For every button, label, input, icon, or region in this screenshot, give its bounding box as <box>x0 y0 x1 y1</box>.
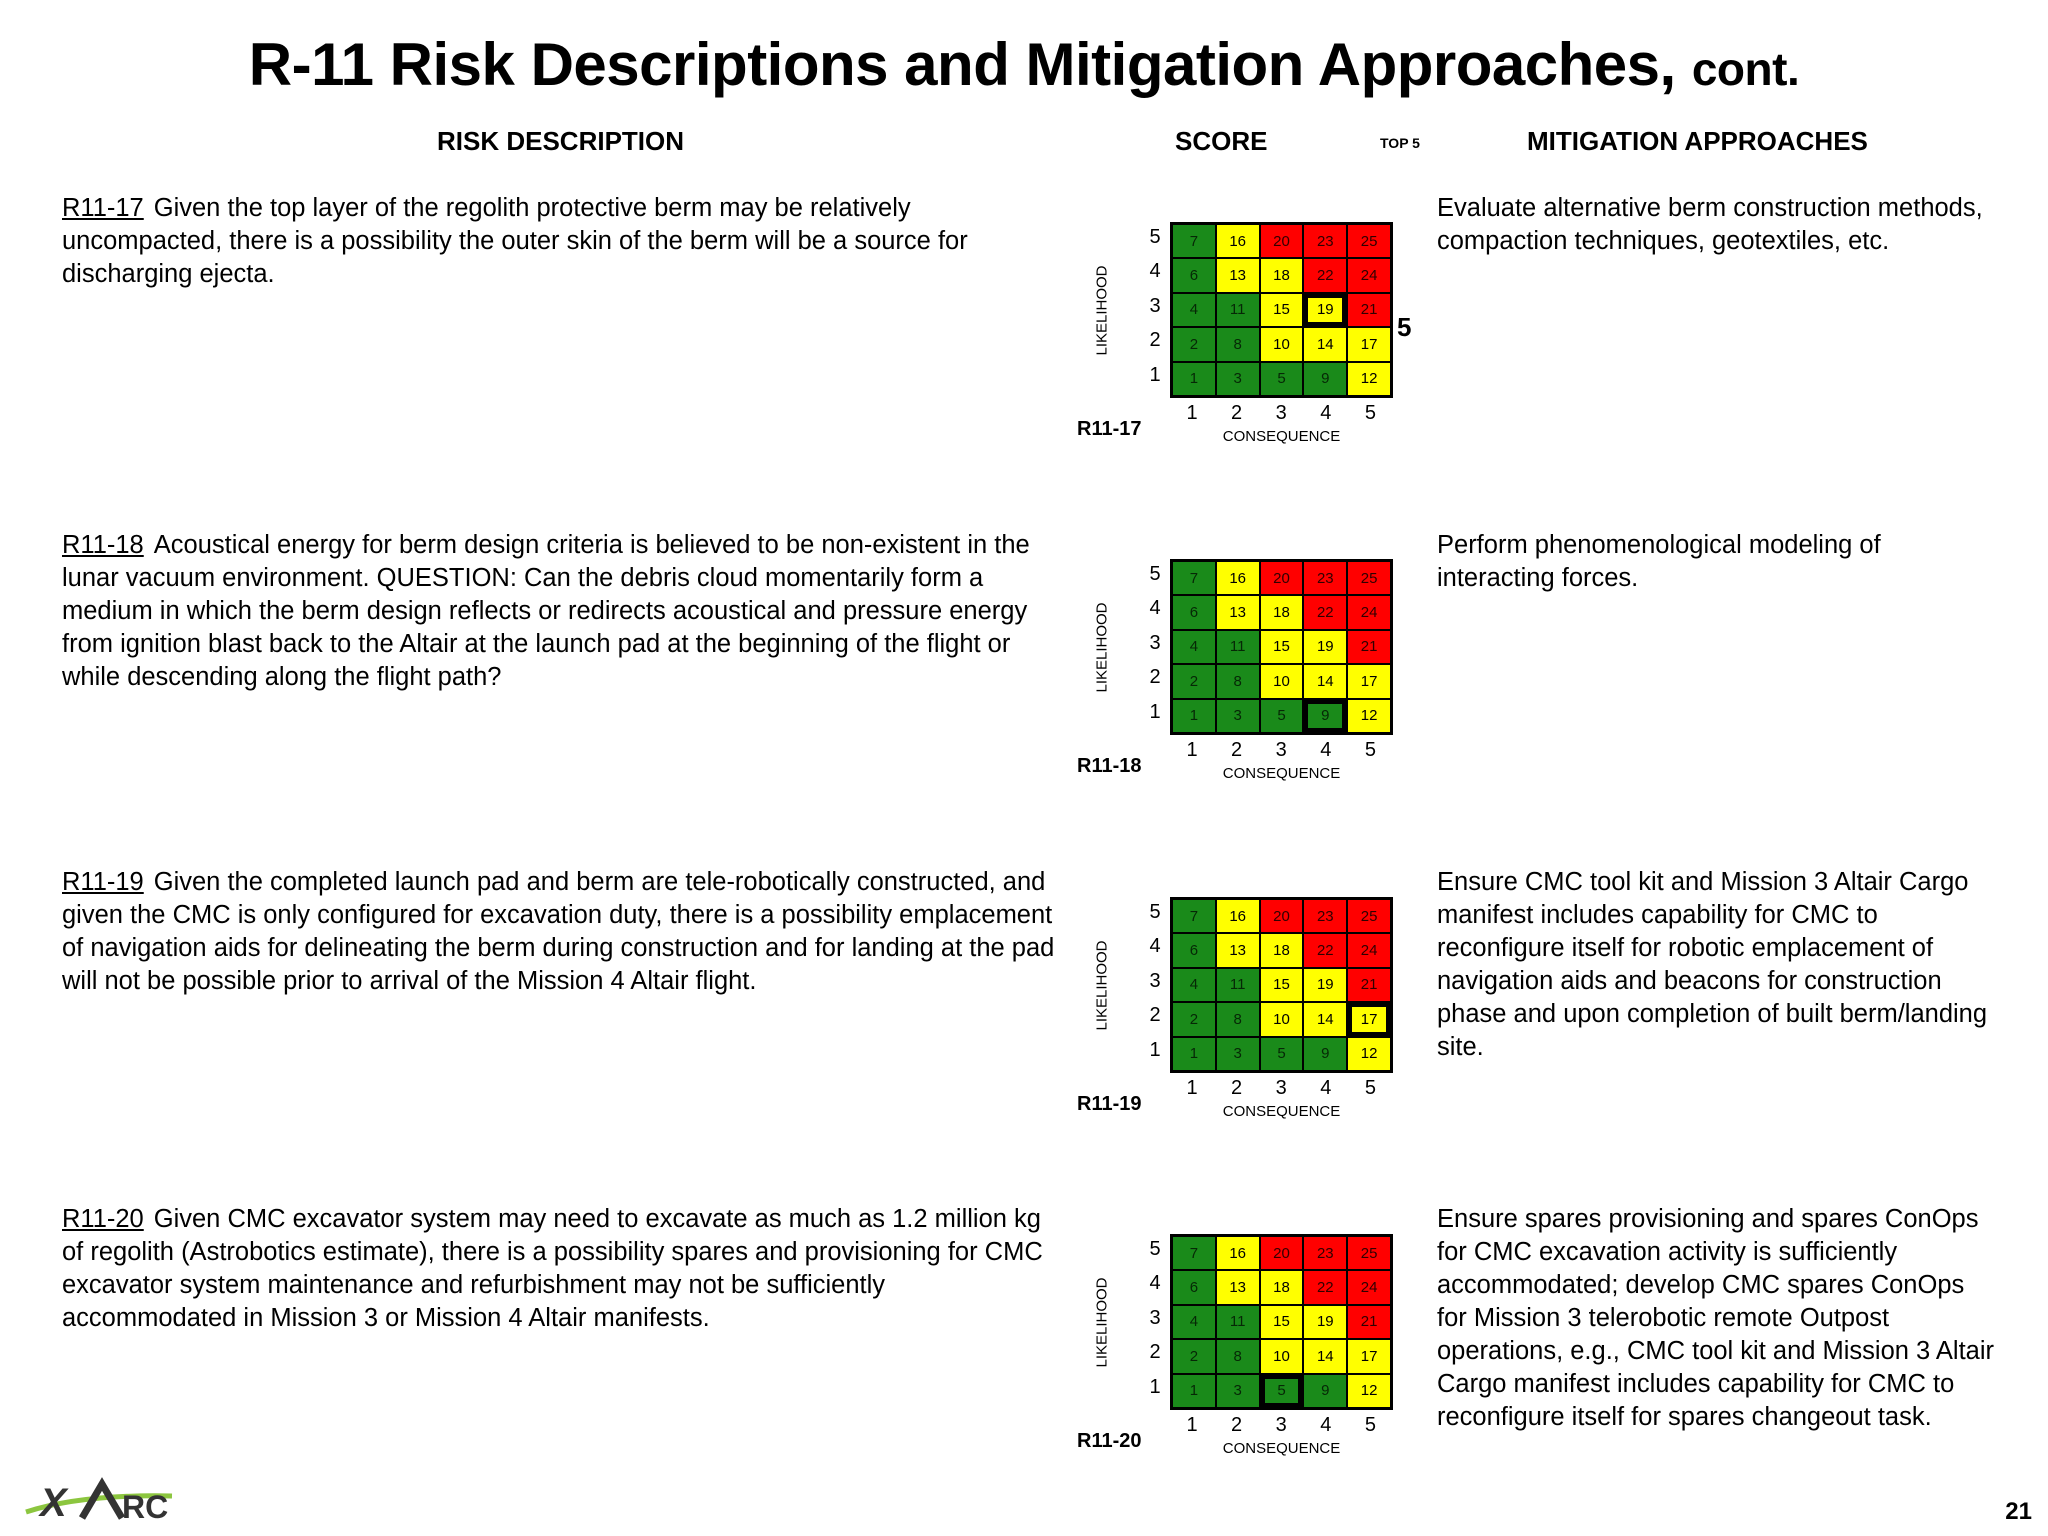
consequence-tick: 4 <box>1320 739 1332 761</box>
score-cell: 18 <box>1261 596 1303 628</box>
score-cell: 22 <box>1304 259 1346 291</box>
risk-id: R11-20 <box>62 1205 144 1233</box>
consequence-tick: 4 <box>1320 402 1332 424</box>
consequence-tick: 3 <box>1275 739 1287 761</box>
likelihood-tick: 4 <box>1149 1272 1161 1295</box>
likelihood-tick: 3 <box>1149 1306 1161 1329</box>
likelihood-tick: 3 <box>1149 631 1161 654</box>
likelihood-axis-label: LIKELIHOOD <box>1093 1277 1111 1368</box>
score-cell: 22 <box>1304 596 1346 628</box>
score-cell: 11 <box>1217 631 1259 663</box>
risk-text: Given the completed launch pad and berm are tele-robotically constructed, and given the CMC is only configured for excavation duty, there is a possibility emplacement of navigation aids for delineating the berm during construction and for landing at the pad will not be possible prior to arrival of the Mission 4 Altair flight. <box>62 868 1055 995</box>
selected-score-cell: 19 <box>1304 294 1346 326</box>
score-cell: 3 <box>1217 363 1259 395</box>
score-cell: 1 <box>1173 1038 1215 1070</box>
score-cell: 1 <box>1173 1375 1215 1407</box>
risk-text: Given CMC excavator system may need to excavate as much as 1.2 million kg of regolith (Astrobotics estimate), there is a possibility spares and provisioning for CMC excavator system maintenance and refurbishment may not be sufficiently accommodated in Mission 3 or Mission 4 Altair manifests. <box>62 1205 1043 1332</box>
score-cell: 6 <box>1173 596 1215 628</box>
likelihood-tick: 2 <box>1149 329 1161 352</box>
mitigation-header: MITIGATION APPROACHES <box>1527 126 1868 156</box>
score-cell: 7 <box>1173 225 1215 257</box>
score-cell: 3 <box>1217 700 1259 732</box>
consequence-tick: 1 <box>1186 739 1198 761</box>
likelihood-tick: 3 <box>1149 969 1161 992</box>
likelihood-tick: 2 <box>1149 1341 1161 1364</box>
score-cell: 21 <box>1348 294 1390 326</box>
risk-matrix-r11-20 <box>1077 1234 1477 1494</box>
score-cell: 23 <box>1304 900 1346 932</box>
risk-matrix-r11-18 <box>1077 559 1477 819</box>
score-cell: 2 <box>1173 1003 1215 1035</box>
matrix-risk-id: R11-17 <box>1077 418 1142 440</box>
matrix-risk-id: R11-20 <box>1077 1430 1142 1452</box>
selected-score-cell: 9 <box>1304 700 1346 732</box>
score-cell: 20 <box>1261 1237 1303 1269</box>
score-cell: 16 <box>1217 225 1259 257</box>
score-cell: 23 <box>1304 1237 1346 1269</box>
score-cell: 5 <box>1261 1038 1303 1070</box>
risk-matrix-r11-17 <box>1077 222 1477 482</box>
likelihood-tick: 5 <box>1149 901 1161 923</box>
score-cell: 14 <box>1304 328 1346 360</box>
score-grid <box>1170 559 1393 735</box>
risk-text: Acoustical energy for berm design criteria is believed to be non-existent in the lunar vacuum environment. QUESTION: Can the debris cloud momentarily form a medium in which the berm design reflects or redirects acoustical and pressure energy from ignition blast back to the Altair at the launch pad at the beginning of the flight or while descending along the flight path? <box>62 531 1030 691</box>
score-cell: 23 <box>1304 562 1346 594</box>
score-cell: 20 <box>1261 225 1303 257</box>
score-cell: 11 <box>1217 1306 1259 1338</box>
score-cell: 13 <box>1217 259 1259 291</box>
score-cell: 8 <box>1217 328 1259 360</box>
matrix-risk-id: R11-18 <box>1077 755 1142 777</box>
score-cell: 19 <box>1304 969 1346 1001</box>
score-cell: 21 <box>1348 1306 1390 1338</box>
consequence-tick: 5 <box>1364 1414 1376 1436</box>
likelihood-tick: 5 <box>1149 226 1161 248</box>
xarc-logo-graphic <box>22 1476 222 1526</box>
consequence-axis-label: CONSEQUENCE <box>1222 1440 1341 1457</box>
risk-description-r11-17 <box>62 192 1062 291</box>
likelihood-tick: 2 <box>1149 1004 1161 1027</box>
svg-text:RC: RC <box>122 1489 169 1525</box>
score-cell: 17 <box>1348 665 1390 697</box>
top5-rank: 5 <box>1397 312 1412 342</box>
mitigation-r11-20: Ensure spares provisioning and spares ConOps for CMC excavation activity is sufficiently accommodated; develop CMC spares ConOps for Mission 3 telerobotic remote Outpost operations, e.g., CMC tool kit and Mission 3 Altair Cargo manifest includes capability for CMC to reconfigure itself for spares changeout task. <box>1437 1205 1995 1431</box>
score-cell: 4 <box>1173 631 1215 663</box>
score-cell: 6 <box>1173 934 1215 966</box>
score-cell: 13 <box>1217 1271 1259 1303</box>
score-grid <box>1170 222 1393 398</box>
score-cell: 14 <box>1304 1340 1346 1372</box>
score-cell: 14 <box>1304 1003 1346 1035</box>
likelihood-tick: 2 <box>1149 666 1161 689</box>
score-cell: 3 <box>1217 1375 1259 1407</box>
consequence-tick: 1 <box>1186 1077 1198 1099</box>
likelihood-tick: 3 <box>1149 294 1161 317</box>
score-cell: 25 <box>1348 900 1390 932</box>
score-cell: 10 <box>1261 665 1303 697</box>
score-cell: 18 <box>1261 934 1303 966</box>
score-cell: 4 <box>1173 1306 1215 1338</box>
matrix-risk-id: R11-19 <box>1077 1093 1142 1115</box>
likelihood-tick: 5 <box>1149 1238 1161 1260</box>
selected-score-cell: 17 <box>1348 1003 1390 1035</box>
score-cell: 6 <box>1173 1271 1215 1303</box>
consequence-tick: 3 <box>1275 1077 1287 1099</box>
svg-text:X: X <box>40 1481 67 1525</box>
mitigation-r11-18: Perform phenomenological modeling of interacting forces. <box>1437 531 1881 592</box>
selected-score-cell: 5 <box>1261 1375 1303 1407</box>
score-cell: 25 <box>1348 225 1390 257</box>
score-cell: 11 <box>1217 969 1259 1001</box>
consequence-axis-label: CONSEQUENCE <box>1222 428 1341 445</box>
score-cell: 16 <box>1217 1237 1259 1269</box>
risk-id: R11-17 <box>62 194 144 222</box>
score-cell: 12 <box>1348 363 1390 395</box>
score-header: SCORE <box>1175 126 1268 156</box>
score-cell: 12 <box>1348 1375 1390 1407</box>
score-cell: 23 <box>1304 225 1346 257</box>
score-cell: 13 <box>1217 934 1259 966</box>
likelihood-tick: 4 <box>1149 597 1161 620</box>
score-cell: 12 <box>1348 700 1390 732</box>
top5-header: TOP 5 <box>1380 135 1420 151</box>
consequence-tick: 3 <box>1275 402 1287 424</box>
risk-description-header: RISK DESCRIPTION <box>437 126 685 156</box>
risk-description-r11-20 <box>62 1203 1062 1335</box>
consequence-tick: 2 <box>1231 1414 1243 1436</box>
score-cell: 24 <box>1348 596 1390 628</box>
risk-id: R11-19 <box>62 868 144 896</box>
score-cell: 4 <box>1173 969 1215 1001</box>
score-cell: 15 <box>1261 294 1303 326</box>
title-main: R-11 Risk Descriptions and Mitigation Approaches, <box>248 31 1676 98</box>
likelihood-axis-label: LIKELIHOOD <box>1093 940 1111 1031</box>
score-cell: 9 <box>1304 1038 1346 1070</box>
score-cell: 22 <box>1304 934 1346 966</box>
score-cell: 8 <box>1217 665 1259 697</box>
score-cell: 10 <box>1261 1340 1303 1372</box>
score-cell: 4 <box>1173 294 1215 326</box>
score-cell: 5 <box>1261 363 1303 395</box>
consequence-tick: 2 <box>1231 739 1243 761</box>
score-cell: 25 <box>1348 562 1390 594</box>
likelihood-tick: 5 <box>1149 563 1161 585</box>
consequence-tick: 3 <box>1275 1414 1287 1436</box>
likelihood-axis-label: LIKELIHOOD <box>1093 265 1111 356</box>
score-cell: 19 <box>1304 631 1346 663</box>
score-cell: 8 <box>1217 1340 1259 1372</box>
score-cell: 1 <box>1173 700 1215 732</box>
risk-text: Given the top layer of the regolith protective berm may be relatively uncompacted, there is a possibility the outer skin of the berm will be a source for discharging ejecta. <box>62 194 968 288</box>
score-cell: 19 <box>1304 1306 1346 1338</box>
mitigation-r11-19: Ensure CMC tool kit and Mission 3 Altair Cargo manifest includes capability for CMC to reconfigure itself for robotic emplacement of navigation aids and beacons for construction phase and upon completion of built berm/landing site. <box>1437 868 1988 1061</box>
page-number: 21 <box>2005 1498 2032 1525</box>
risk-description-r11-19 <box>62 866 1062 998</box>
page-title <box>0 30 2048 99</box>
risk-description-r11-18 <box>62 529 1062 694</box>
score-cell: 13 <box>1217 596 1259 628</box>
score-cell: 10 <box>1261 328 1303 360</box>
score-cell: 24 <box>1348 259 1390 291</box>
score-cell: 24 <box>1348 934 1390 966</box>
xarc-logo <box>22 1476 222 1526</box>
score-cell: 15 <box>1261 969 1303 1001</box>
likelihood-tick: 4 <box>1149 935 1161 958</box>
consequence-tick: 4 <box>1320 1077 1332 1099</box>
likelihood-tick: 4 <box>1149 260 1161 283</box>
likelihood-axis-label: LIKELIHOOD <box>1093 602 1111 693</box>
consequence-tick: 1 <box>1186 1414 1198 1436</box>
score-cell: 14 <box>1304 665 1346 697</box>
score-cell: 20 <box>1261 562 1303 594</box>
risk-id: R11-18 <box>62 531 144 559</box>
score-cell: 21 <box>1348 631 1390 663</box>
score-cell: 9 <box>1304 1375 1346 1407</box>
score-cell: 9 <box>1304 363 1346 395</box>
consequence-tick: 1 <box>1186 402 1198 424</box>
score-cell: 16 <box>1217 562 1259 594</box>
score-cell: 7 <box>1173 1237 1215 1269</box>
likelihood-tick: 1 <box>1149 700 1161 723</box>
score-cell: 12 <box>1348 1038 1390 1070</box>
score-cell: 15 <box>1261 1306 1303 1338</box>
likelihood-tick: 1 <box>1149 1375 1161 1398</box>
score-cell: 3 <box>1217 1038 1259 1070</box>
score-cell: 17 <box>1348 328 1390 360</box>
score-cell: 2 <box>1173 665 1215 697</box>
mitigation-r11-17: Evaluate alternative berm construction methods, compaction techniques, geotextiles, etc. <box>1437 194 1983 255</box>
score-grid <box>1170 1234 1393 1410</box>
consequence-tick: 2 <box>1231 1077 1243 1099</box>
score-cell: 21 <box>1348 969 1390 1001</box>
score-cell: 8 <box>1217 1003 1259 1035</box>
likelihood-tick: 1 <box>1149 1038 1161 1061</box>
score-cell: 18 <box>1261 1271 1303 1303</box>
score-cell: 16 <box>1217 900 1259 932</box>
score-cell: 7 <box>1173 562 1215 594</box>
score-cell: 1 <box>1173 363 1215 395</box>
consequence-axis-label: CONSEQUENCE <box>1222 765 1341 782</box>
score-cell: 2 <box>1173 328 1215 360</box>
score-cell: 20 <box>1261 900 1303 932</box>
score-grid <box>1170 897 1393 1073</box>
risk-matrix-r11-19 <box>1077 897 1477 1157</box>
score-cell: 18 <box>1261 259 1303 291</box>
score-cell: 24 <box>1348 1271 1390 1303</box>
score-cell: 17 <box>1348 1340 1390 1372</box>
likelihood-tick: 1 <box>1149 363 1161 386</box>
consequence-axis-label: CONSEQUENCE <box>1222 1103 1341 1120</box>
consequence-tick: 4 <box>1320 1414 1332 1436</box>
score-cell: 2 <box>1173 1340 1215 1372</box>
title-cont: cont. <box>1691 43 1800 95</box>
score-cell: 10 <box>1261 1003 1303 1035</box>
consequence-tick: 5 <box>1364 402 1376 424</box>
score-cell: 11 <box>1217 294 1259 326</box>
score-cell: 22 <box>1304 1271 1346 1303</box>
consequence-tick: 5 <box>1364 1077 1376 1099</box>
score-cell: 6 <box>1173 259 1215 291</box>
consequence-tick: 2 <box>1231 402 1243 424</box>
score-cell: 7 <box>1173 900 1215 932</box>
score-cell: 5 <box>1261 700 1303 732</box>
score-cell: 15 <box>1261 631 1303 663</box>
score-cell: 25 <box>1348 1237 1390 1269</box>
consequence-tick: 5 <box>1364 739 1376 761</box>
